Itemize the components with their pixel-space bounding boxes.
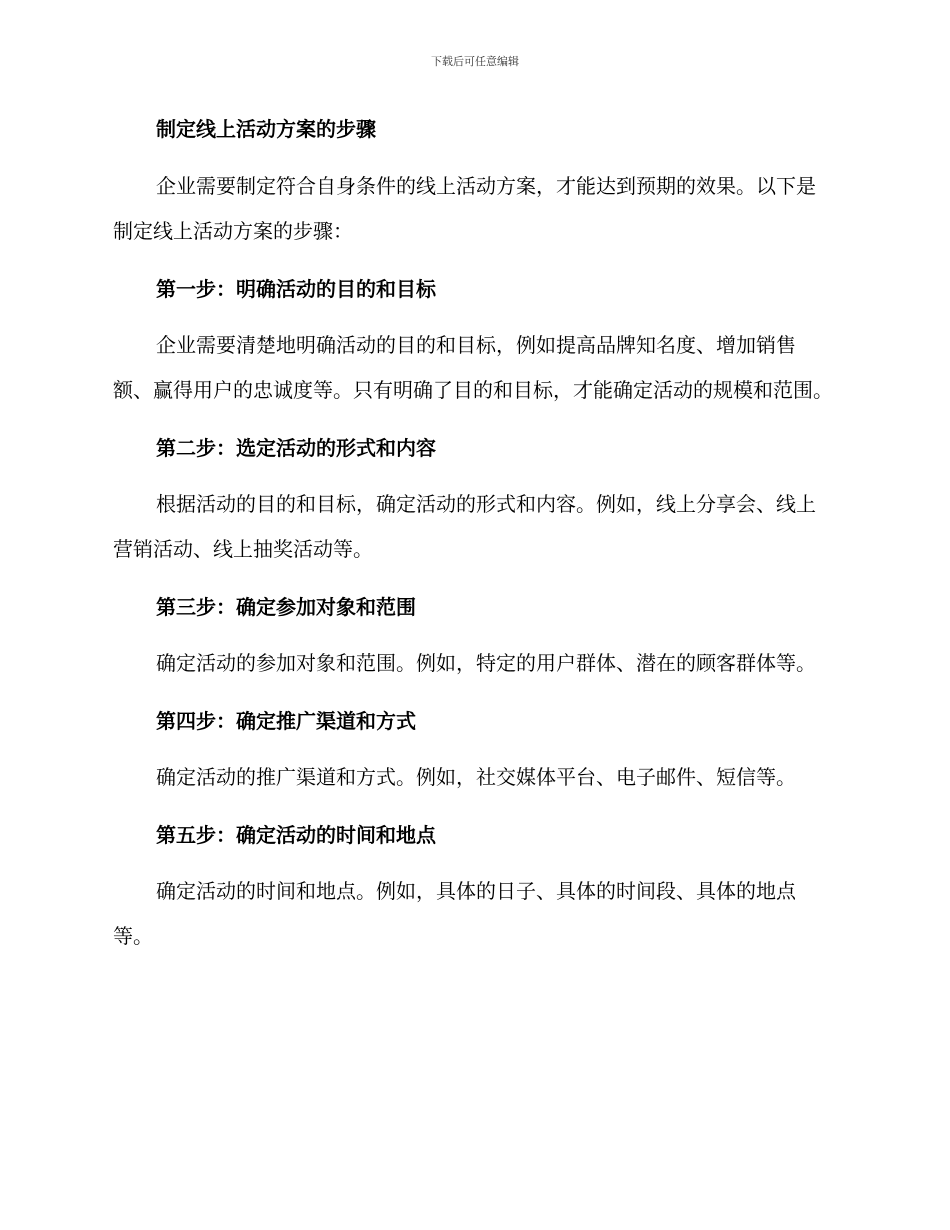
step-2-heading: 第二步：选定活动的形式和内容: [156, 436, 436, 460]
intro-paragraph: 企业需要制定符合自身条件的线上活动方案，才能达到预期的效果。以下是制定线上活动方案的步骤：: [113, 174, 816, 243]
document-title: 制定线上活动方案的步骤: [156, 117, 376, 141]
document-body: [113, 113, 833, 959]
step-3-body: 确定活动的参加对象和范围。例如，特定的用户群体、潜在的顾客群体等。: [156, 651, 816, 675]
step-5-heading: 第五步：确定活动的时间和地点: [156, 823, 436, 847]
step-3-heading: 第三步：确定参加对象和范围: [156, 595, 416, 619]
step-4-body: 确定活动的推广渠道和方式。例如，社交媒体平台、电子邮件、短信等。: [156, 765, 796, 789]
step-2-body: 根据活动的目的和目标，确定活动的形式和内容。例如，线上分享会、线上营销活动、线上抽奖活动等。: [113, 492, 816, 561]
step-1-body: 企业需要清楚地明确活动的目的和目标，例如提高品牌知名度、增加销售额、赢得用户的忠诚度等。只有明确了目的和目标，才能确定活动的规模和范围。: [113, 333, 833, 402]
step-4-heading: 第四步：确定推广渠道和方式: [156, 709, 416, 733]
step-1-heading: 第一步：明确活动的目的和目标: [156, 277, 436, 301]
page-header: 下载后可任意编辑: [431, 55, 519, 68]
step-5-body: 确定活动的时间和地点。例如，具体的日子、具体的时间段、具体的地点等。: [113, 879, 796, 948]
